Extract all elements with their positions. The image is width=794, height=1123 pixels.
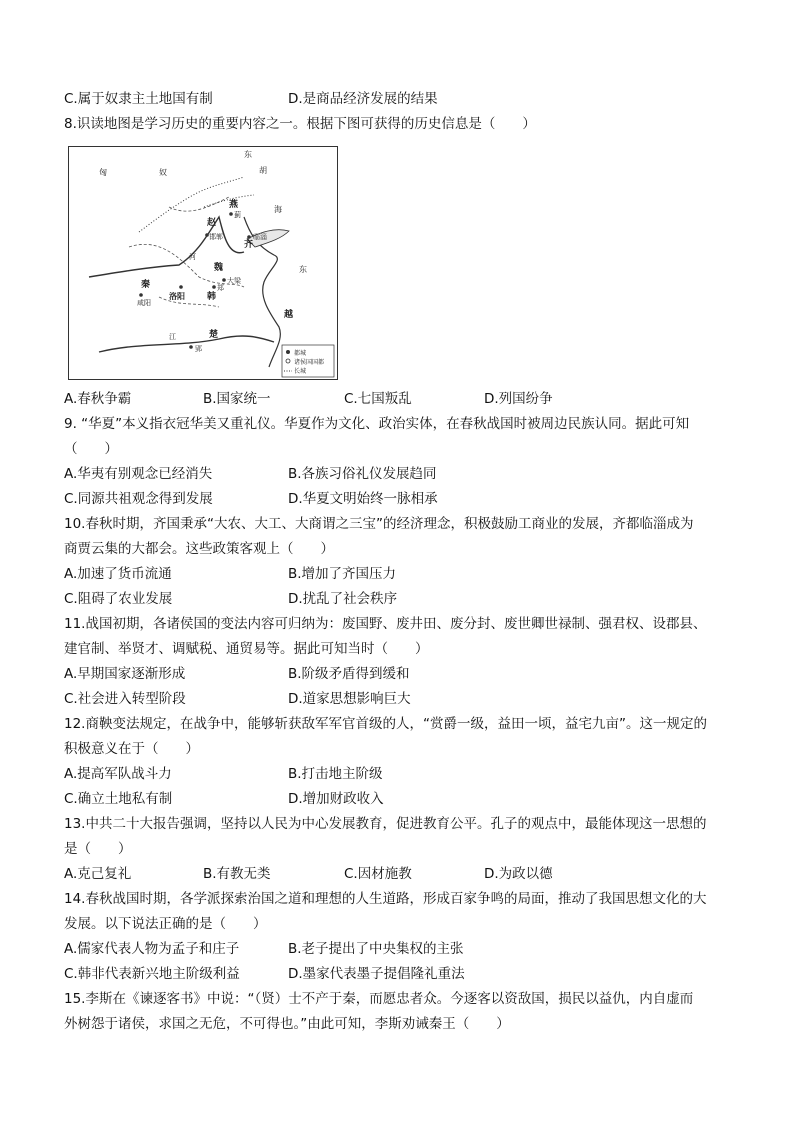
region-label: 燕 bbox=[229, 200, 239, 210]
region-label: 韩 bbox=[207, 292, 217, 302]
region-label: 匈 bbox=[99, 168, 107, 177]
q9-option-d: D.华夏文明始终一脉相承 bbox=[288, 491, 438, 507]
legend-label: 都城 bbox=[294, 350, 307, 357]
q10-option-a: A.加速了货币流通 bbox=[64, 566, 172, 582]
q12-option-b: B.打击地主阶级 bbox=[288, 766, 383, 782]
q10-option-c: C.阻碍了农业发展 bbox=[64, 591, 173, 607]
q8-option-a: A.春秋争霸 bbox=[64, 391, 132, 407]
q13-option-c: C.因材施教 bbox=[344, 866, 412, 882]
q10-stem-cont: 商贾云集的大都会。这些政策客观上（ ） bbox=[64, 541, 334, 557]
q7-option-c: C.属于奴隶主土地国有制 bbox=[64, 91, 213, 107]
city-label: 咸阳 bbox=[137, 299, 151, 307]
city-label: 大梁 bbox=[227, 277, 241, 285]
q11-stem-cont: 建官制、举贤才、调赋税、通贸易等。据此可知当时（ ） bbox=[64, 641, 429, 657]
q12-stem: 12.商鞅变法规定，在战争中，能够斩获敌军军官首级的人，“赏爵一级，益田一顷，益宅九亩”。这一规定的 bbox=[64, 716, 707, 732]
q11-option-d: D.道家思想影响巨大 bbox=[288, 691, 411, 707]
q8-stem: 8.识读地图是学习历史的重要内容之一。根据下图可获得的历史信息是（ ） bbox=[64, 116, 536, 132]
region-label: 江 bbox=[169, 333, 176, 341]
q13-stem: 13.中共二十大报告强调，坚持以人民为中心发展教育，促进教育公平。孔子的观点中，最能体现这一思想的 bbox=[64, 816, 707, 832]
region-label: 楚 bbox=[209, 330, 219, 340]
q12-stem-cont: 积极意义在于（ ） bbox=[64, 741, 199, 757]
region-label: 海 bbox=[274, 205, 282, 214]
q15-stem: 15.李斯在《谏逐客书》中说：“（贤）士不产于秦，而愿忠者众。今逐客以资敌国，损民以益仇，内自虚而 bbox=[64, 991, 694, 1007]
region-label: 越 bbox=[284, 310, 294, 320]
region-label: 赵 bbox=[207, 218, 217, 228]
q9-stem-cont: （ ） bbox=[64, 441, 118, 457]
q14-option-a: A.儒家代表人物为孟子和庄子 bbox=[64, 941, 240, 957]
region-label: 东 bbox=[299, 265, 307, 274]
region-label: 秦 bbox=[141, 280, 151, 290]
region-label: 魏 bbox=[214, 263, 224, 273]
city-label: 郢 bbox=[195, 345, 202, 353]
q9-option-a: A.华夷有别观念已经消失 bbox=[64, 466, 213, 482]
q14-stem-cont: 发展。以下说法正确的是（ ） bbox=[64, 916, 267, 932]
q10-stem: 10.春秋时期，齐国秉承“大农、大工、大商谓之三宝”的经济理念，积极鼓励工商业的发展，齐都临淄成为 bbox=[64, 516, 694, 532]
q11-option-c: C.社会进入转型阶段 bbox=[64, 691, 186, 707]
q9-option-c: C.同源共祖观念得到发展 bbox=[64, 491, 213, 507]
city-label: 临淄 bbox=[253, 233, 267, 241]
region-label: 奴 bbox=[159, 168, 167, 177]
q7-option-d: D.是商品经济发展的结果 bbox=[288, 91, 438, 107]
legend-label: 诸侯国国都 bbox=[294, 359, 325, 366]
q14-option-d: D.墨家代表墨子提倡隆礼重法 bbox=[288, 966, 465, 982]
city-label: 邯郸 bbox=[209, 233, 223, 241]
q14-stem: 14.春秋战国时期，各学派探索治国之道和理想的人生道路，形成百家争鸣的局面，推动了我国思想文化的大 bbox=[64, 891, 707, 907]
q12-option-c: C.确立土地私有制 bbox=[64, 791, 173, 807]
warring-states-map bbox=[68, 146, 338, 380]
map-figure bbox=[69, 147, 337, 379]
q10-option-d: D.扰乱了社会秩序 bbox=[288, 591, 398, 607]
q9-stem: 9. “华夏”本义指衣冠华美又重礼仪。华夏作为文化、政治实体，在春秋战国时被周边民族认同。据此可知 bbox=[64, 416, 690, 432]
q8-option-b: B.国家统一 bbox=[203, 391, 271, 407]
q13-stem-cont: 是（ ） bbox=[64, 841, 132, 857]
city-label: 蓟 bbox=[234, 211, 241, 219]
q11-option-a: A.早期国家逐渐形成 bbox=[64, 666, 186, 682]
yangtze-river bbox=[99, 336, 274, 352]
state-borders bbox=[129, 197, 244, 307]
region-label: 东 bbox=[244, 150, 252, 159]
q8-option-c: C.七国叛乱 bbox=[344, 391, 412, 407]
q10-option-b: B.增加了齐国压力 bbox=[288, 566, 397, 582]
city-label: 郑 bbox=[217, 284, 224, 292]
q14-option-b: B.老子提出了中央集权的主张 bbox=[288, 941, 464, 957]
q12-option-a: A.提高军队战斗力 bbox=[64, 766, 172, 782]
q15-stem-cont: 外树怨于诸侯，求国之无危，不可得也。”由此可知，李斯劝诫秦王（ ） bbox=[64, 1016, 510, 1032]
legend-label: 长城 bbox=[294, 368, 307, 375]
q8-option-d: D.列国纷争 bbox=[484, 391, 553, 407]
region-label: 齐 bbox=[244, 240, 254, 250]
region-label: 河 bbox=[189, 253, 196, 261]
q9-option-b: B.各族习俗礼仪发展趋同 bbox=[288, 466, 437, 482]
region-label: 胡 bbox=[259, 166, 267, 175]
q13-option-a: A.克己复礼 bbox=[64, 866, 132, 882]
q14-option-c: C.韩非代表新兴地主阶级利益 bbox=[64, 966, 240, 982]
q13-option-d: D.为政以德 bbox=[484, 866, 553, 882]
q13-option-b: B.有教无类 bbox=[203, 866, 271, 882]
q12-option-d: D.增加财政收入 bbox=[288, 791, 384, 807]
city-label: 洛阳 bbox=[169, 292, 185, 301]
q11-option-b: B.阶级矛盾得到缓和 bbox=[288, 666, 410, 682]
q11-stem: 11.战国初期，各诸侯国的变法内容可归纳为：废国野、废井田、废分封、废世卿世禄制、强君权、设郡县、 bbox=[64, 616, 707, 632]
